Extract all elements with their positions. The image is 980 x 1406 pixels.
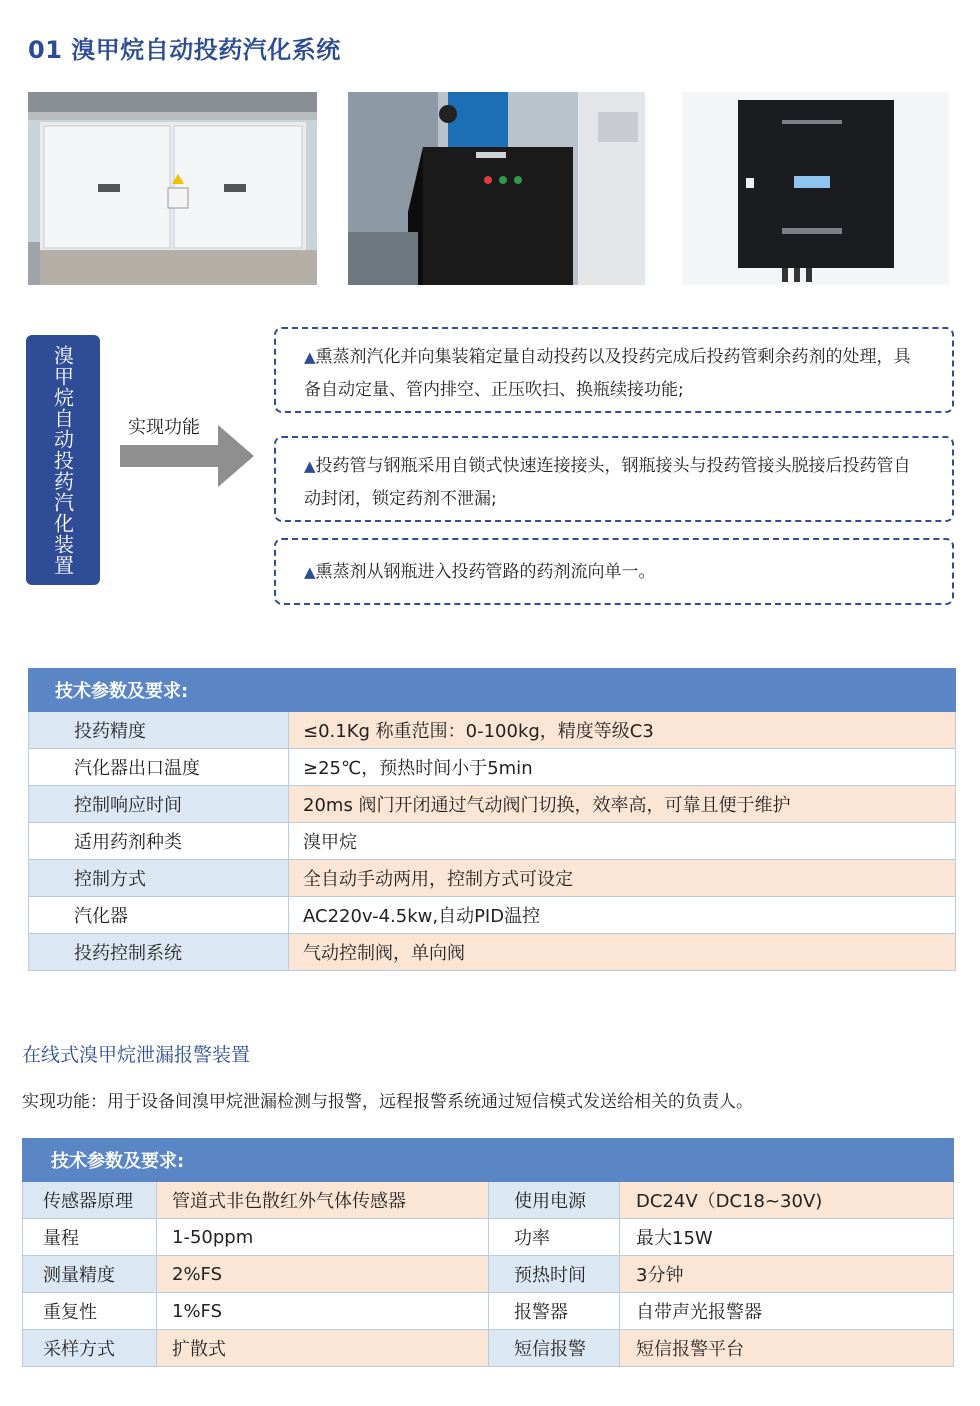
row-value: AC220v-4.5kw,自动PID温控 (289, 897, 956, 934)
row-key: 采样方式 (23, 1330, 157, 1367)
triangle-bullet-icon: ▲ (304, 563, 316, 581)
row-value: ≥25℃，预热时间小于5min (289, 749, 956, 786)
spec-table-2 (22, 1138, 954, 1367)
right-arrow-icon (120, 425, 254, 487)
spec-table-1 (28, 668, 956, 971)
row-key: 投药精度 (29, 712, 289, 749)
row-value: 气动控制阀，单向阀 (289, 934, 956, 971)
row-key: 汽化器出口温度 (29, 749, 289, 786)
table-row (23, 1219, 954, 1256)
wall-cabinet-photo (682, 92, 949, 285)
page-title: 01 溴甲烷自动投药汽化系统 (28, 36, 341, 64)
triangle-bullet-icon: ▲ (304, 457, 316, 475)
feature-box (274, 436, 954, 522)
warehouse-door-photo (28, 92, 317, 285)
row-value: 溴甲烷 (289, 823, 956, 860)
table-row (29, 712, 956, 749)
table-header: 技术参数及要求: (23, 1139, 954, 1182)
row-value: 管道式非色散红外气体传感器 (157, 1182, 489, 1219)
row-value: 20ms 阀门开闭通过气动阀门切换，效率高，可靠且便于维护 (289, 786, 956, 823)
table-row (29, 823, 956, 860)
feature-box (274, 327, 954, 413)
table-row (29, 749, 956, 786)
row-value: 短信报警平台 (620, 1330, 954, 1367)
alarm-title: 在线式溴甲烷泄漏报警装置 (22, 1044, 251, 1066)
row-key: 重复性 (23, 1293, 157, 1330)
row-value: 1%FS (157, 1293, 489, 1330)
row-value: 自带声光报警器 (620, 1293, 954, 1330)
feature-text: 投药管与钢瓶采用自锁式快速连接接头，钢瓶接头与投药管接头脱接后投药管自动封闭，锁定药剂不泄漏; (304, 456, 911, 509)
feature-text: 熏蒸剂汽化并向集装箱定量自动投药以及投药完成后投药管剩余药剂的处理，具备自动定量、管内排空、正压吹扫、换瓶续接功能; (304, 347, 911, 400)
row-value: ≤0.1Kg 称重范围：0-100kg，精度等级C3 (289, 712, 956, 749)
feature-box (274, 538, 954, 605)
row-value: 2%FS (157, 1256, 489, 1293)
feature-text: 熏蒸剂从钢瓶进入投药管路的药剂流向单一。 (315, 562, 656, 582)
table-row (23, 1182, 954, 1219)
row-key: 短信报警 (489, 1330, 620, 1367)
row-key: 功率 (489, 1219, 620, 1256)
row-value: DC24V（DC18~30V) (620, 1182, 954, 1219)
table-row (29, 860, 956, 897)
row-value: 全自动手动两用，控制方式可设定 (289, 860, 956, 897)
row-key: 适用药剂种类 (29, 823, 289, 860)
row-key: 投药控制系统 (29, 934, 289, 971)
row-key: 传感器原理 (23, 1182, 157, 1219)
row-key: 汽化器 (29, 897, 289, 934)
table-row (29, 897, 956, 934)
table-row (23, 1256, 954, 1293)
table-row (29, 786, 956, 823)
row-key: 量程 (23, 1219, 157, 1256)
row-value: 1-50ppm (157, 1219, 489, 1256)
row-value: 最大15W (620, 1219, 954, 1256)
device-label: 溴甲烷自动投药汽化装置 (26, 335, 100, 585)
row-key: 报警器 (489, 1293, 620, 1330)
table-row (23, 1293, 954, 1330)
control-box-photo (348, 92, 645, 285)
row-value: 扩散式 (157, 1330, 489, 1367)
triangle-bullet-icon: ▲ (304, 348, 316, 366)
row-value: 3分钟 (620, 1256, 954, 1293)
alarm-desc: 实现功能：用于设备间溴甲烷泄漏检测与报警，远程报警系统通过短信模式发送给相关的负责人。 (22, 1092, 753, 1112)
table-row (29, 934, 956, 971)
table-header: 技术参数及要求: (29, 669, 956, 712)
row-key: 控制方式 (29, 860, 289, 897)
table-row (23, 1330, 954, 1367)
row-key: 使用电源 (489, 1182, 620, 1219)
row-key: 测量精度 (23, 1256, 157, 1293)
row-key: 预热时间 (489, 1256, 620, 1293)
row-key: 控制响应时间 (29, 786, 289, 823)
function-label: 实现功能 (128, 417, 200, 438)
